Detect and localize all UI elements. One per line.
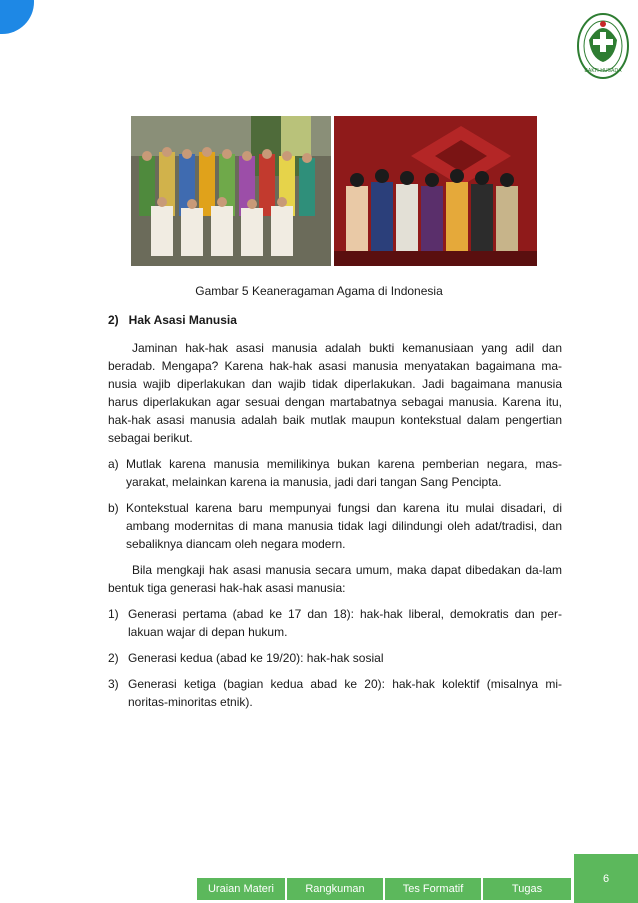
- tab-tugas[interactable]: Tugas: [483, 878, 571, 900]
- list-item-label: 3): [108, 677, 119, 691]
- list-item: [108, 499, 562, 553]
- logo-text: BAKTI HUSADA: [584, 68, 622, 74]
- paragraph-intro: Jaminan hak-hak asasi manusia adalah bukti kemanusiaan yang adil dan beradab. Mengapa? Karena hak-hak asasi manusia menyatakan bagaimana ma-nusia wajib diperlakukan dan wajib tidak diperlakukan. Jadi bagaimana manusia harus diperlakukan agar sesuai dengan martabatnya sebagai manusia. Karena itu, hak-hak asasi manusia adalah baik mutlak maupun kontekstual dalam pengertian sebagai berikut.: [108, 341, 562, 445]
- bakti-husada-logo: [575, 10, 631, 82]
- list-item-text: Generasi ketiga (bagian kedua abad ke 20): hak-hak kolektif (misalnya mi-noritas-minoritas etnik).: [128, 677, 562, 709]
- paragraph-generations: Bila mengkaji hak asasi manusia secara umum, maka dapat dibedakan da-lam bentuk tiga generasi hak-hak asasi manusia:: [108, 563, 562, 595]
- list-item-text: Generasi kedua (abad ke 19/20): hak-hak sosial: [128, 651, 384, 665]
- list-item: [108, 455, 562, 491]
- tab-tes-formatif[interactable]: Tes Formatif: [385, 878, 481, 900]
- main-content: [108, 311, 562, 719]
- section-title: Hak Asasi Manusia: [128, 313, 237, 327]
- figure-caption: Gambar 5 Keaneragaman Agama di Indonesia: [195, 284, 443, 298]
- corner-decoration: [0, 0, 34, 34]
- list-item: [108, 675, 562, 711]
- section-heading: [108, 311, 562, 329]
- list-item-text: Kontekstual karena baru mempunyai fungsi dan karena itu mulai disadari, di ambang modernitas di mana manusia tidak lagi dilindungi oleh adat/tradisi, dan sebaliknya diancam oleh negara modern.: [126, 501, 562, 551]
- list-item: [108, 649, 562, 667]
- list-item-label: a): [108, 457, 119, 471]
- footer-nav: [197, 878, 571, 900]
- tab-rangkuman[interactable]: Rangkuman: [287, 878, 383, 900]
- list-item-label: 2): [108, 651, 119, 665]
- list-item-label: 1): [108, 607, 119, 621]
- religious-diversity-photo: [131, 116, 537, 266]
- page-number: 6: [574, 854, 638, 903]
- section-number: 2): [108, 313, 119, 327]
- list-item-label: b): [108, 501, 119, 515]
- list-item-text: Mutlak karena manusia memilikinya bukan karena pemberian negara, mas-yarakat, melainkan karena ia manusia, jadi dari tangan Sang Pencipta.: [126, 457, 562, 489]
- tab-uraian-materi[interactable]: Uraian Materi: [197, 878, 285, 900]
- list-item-text: Generasi pertama (abad ke 17 dan 18): hak-hak liberal, demokratis dan per-lakuan wajar di depan hukum.: [128, 607, 562, 639]
- list-item: [108, 605, 562, 641]
